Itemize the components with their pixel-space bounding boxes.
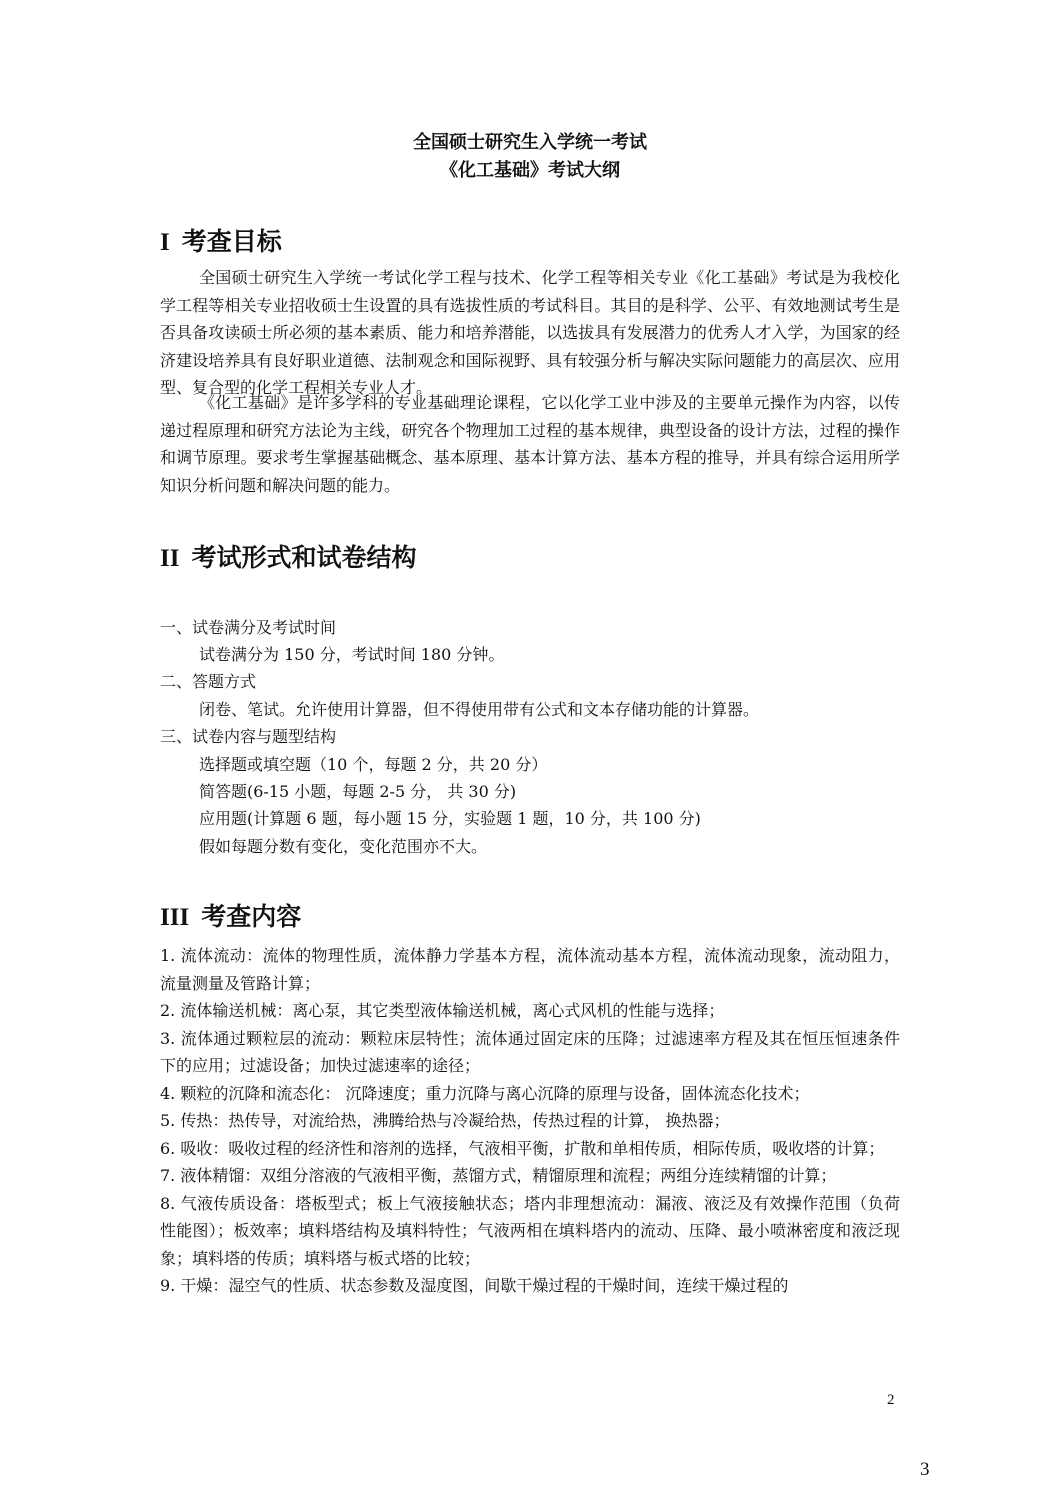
section-1-heading xyxy=(160,222,282,258)
list-item: 7. 液体精馏：双组分溶液的气液相平衡，蒸馏方式，精馏原理和流程；两组分连续精馏的计算； xyxy=(160,1166,837,1185)
exam-detail-choice-questions: 选择题或填空题（10 个，每题 2 分，共 20 分） xyxy=(199,755,548,774)
exam-subheading-score-time: 一、试卷满分及考试时间 xyxy=(160,618,337,637)
section-1-paragraph-1: 全国硕士研究生入学统一考试化学工程与技术、化学工程等相关专业《化工基础》考试是为我校化学工程等相关专业招收硕士生设置的具有选拔性质的考试科目。其目的是科学、公平、有效地测试考生是否具备攻读硕士所必须的基本素质、能力和培养潜能，以选拔具有发展潜力的优秀人才入学，为国家的经济建设培养具有良好职业道德、法制观念和国际视野、具有较强分析与解决实际问题能力的高层次、应用型、复合型的化学工程相关专业人才。 xyxy=(160,268,900,397)
section-1-number: I xyxy=(160,229,170,256)
exam-detail-application: 应用题(计算题 6 题，每小题 15 分，实验题 1 题，10 分，共 100 分) xyxy=(199,809,701,828)
exam-detail-answer-method: 闭卷、笔试。允许使用计算器，但不得使用带有公式和文本存储功能的计算器。 xyxy=(199,700,760,719)
inner-page-number: 2 xyxy=(887,1392,895,1408)
section-2-number: II xyxy=(160,545,180,572)
section-3-number: III xyxy=(160,904,190,931)
section-3-title: 考查内容 xyxy=(201,902,302,931)
list-item: 1. 流体流动：流体的物理性质，流体静力学基本方程，流体流动基本方程，流体流动现象，流动阻力，流量测量及管路计算； xyxy=(160,946,900,993)
section-1-paragraph-2: 《化工基础》是许多学科的专业基础理论课程，它以化学工业中涉及的主要单元操作为内容，以传递过程原理和研究方法论为主线，研究各个物理加工过程的基本规律，典型设备的设计方法，过程的操作和调节原理。要求考生掌握基础概念、基本原理、基本计算方法、基本方程的推导，并具有综合运用所学知识分析问题和解决问题的能力。 xyxy=(160,393,900,495)
list-item: 2. 流体输送机械：离心泵，其它类型液体输送机械，离心式风机的性能与选择； xyxy=(160,1001,725,1020)
exam-detail-score-time: 试卷满分为 150 分，考试时间 180 分钟。 xyxy=(199,645,505,664)
outer-page-number: 3 xyxy=(920,1459,930,1480)
exam-subheading-answer-method: 二、答题方式 xyxy=(160,672,257,691)
list-item: 4. 颗粒的沉降和流态化： 沉降速度；重力沉降与离心沉降的原理与设备，固体流态化技术； xyxy=(160,1083,810,1103)
exam-subheading-content-structure: 三、试卷内容与题型结构 xyxy=(160,727,337,746)
list-item: 5. 传热：热传导，对流给热，沸腾给热与冷凝给热，传热过程的计算， 换热器； xyxy=(160,1111,730,1130)
content-topic-list xyxy=(160,942,900,1300)
document-title-line-2: 《化工基础》考试大纲 xyxy=(440,160,620,181)
section-1-title: 考查目标 xyxy=(181,227,282,256)
section-2-title: 考试形式和试卷结构 xyxy=(191,543,417,572)
list-item: 6. 吸收：吸收过程的经济性和溶剂的选择，气液相平衡，扩散和单相传质，相际传质，吸收塔的计算； xyxy=(160,1138,885,1158)
section-3-heading xyxy=(160,897,301,933)
exam-detail-variation-note: 假如每题分数有变化，变化范围亦不大。 xyxy=(199,837,488,856)
section-2-heading xyxy=(160,538,416,574)
exam-detail-short-answer: 简答题(6-15 小题，每题 2-5 分， 共 30 分) xyxy=(199,782,517,801)
list-item: 9. 干燥：湿空气的性质、状态参数及湿度图，间歇干燥过程的干燥时间，连续干燥过程的 xyxy=(160,1276,789,1295)
list-item: 8. 气液传质设备：塔板型式；板上气液接触状态；塔内非理想流动：漏液、液泛及有效操作范围（负荷性能图）；板效率；填料塔结构及填料特性；气液两相在填料塔内的流动、压降、最小喷淋密度和液泛现象；填料塔的传质；填料塔与板式塔的比较； xyxy=(160,1193,900,1268)
document-title-line-1: 全国硕士研究生入学统一考试 xyxy=(413,132,647,153)
list-item: 3. 流体通过颗粒层的流动：颗粒床层特性；流体通过固定床的压降；过滤速率方程及其在恒压恒速条件下的应用；过滤设备；加快过滤速率的途径； xyxy=(160,1028,900,1075)
